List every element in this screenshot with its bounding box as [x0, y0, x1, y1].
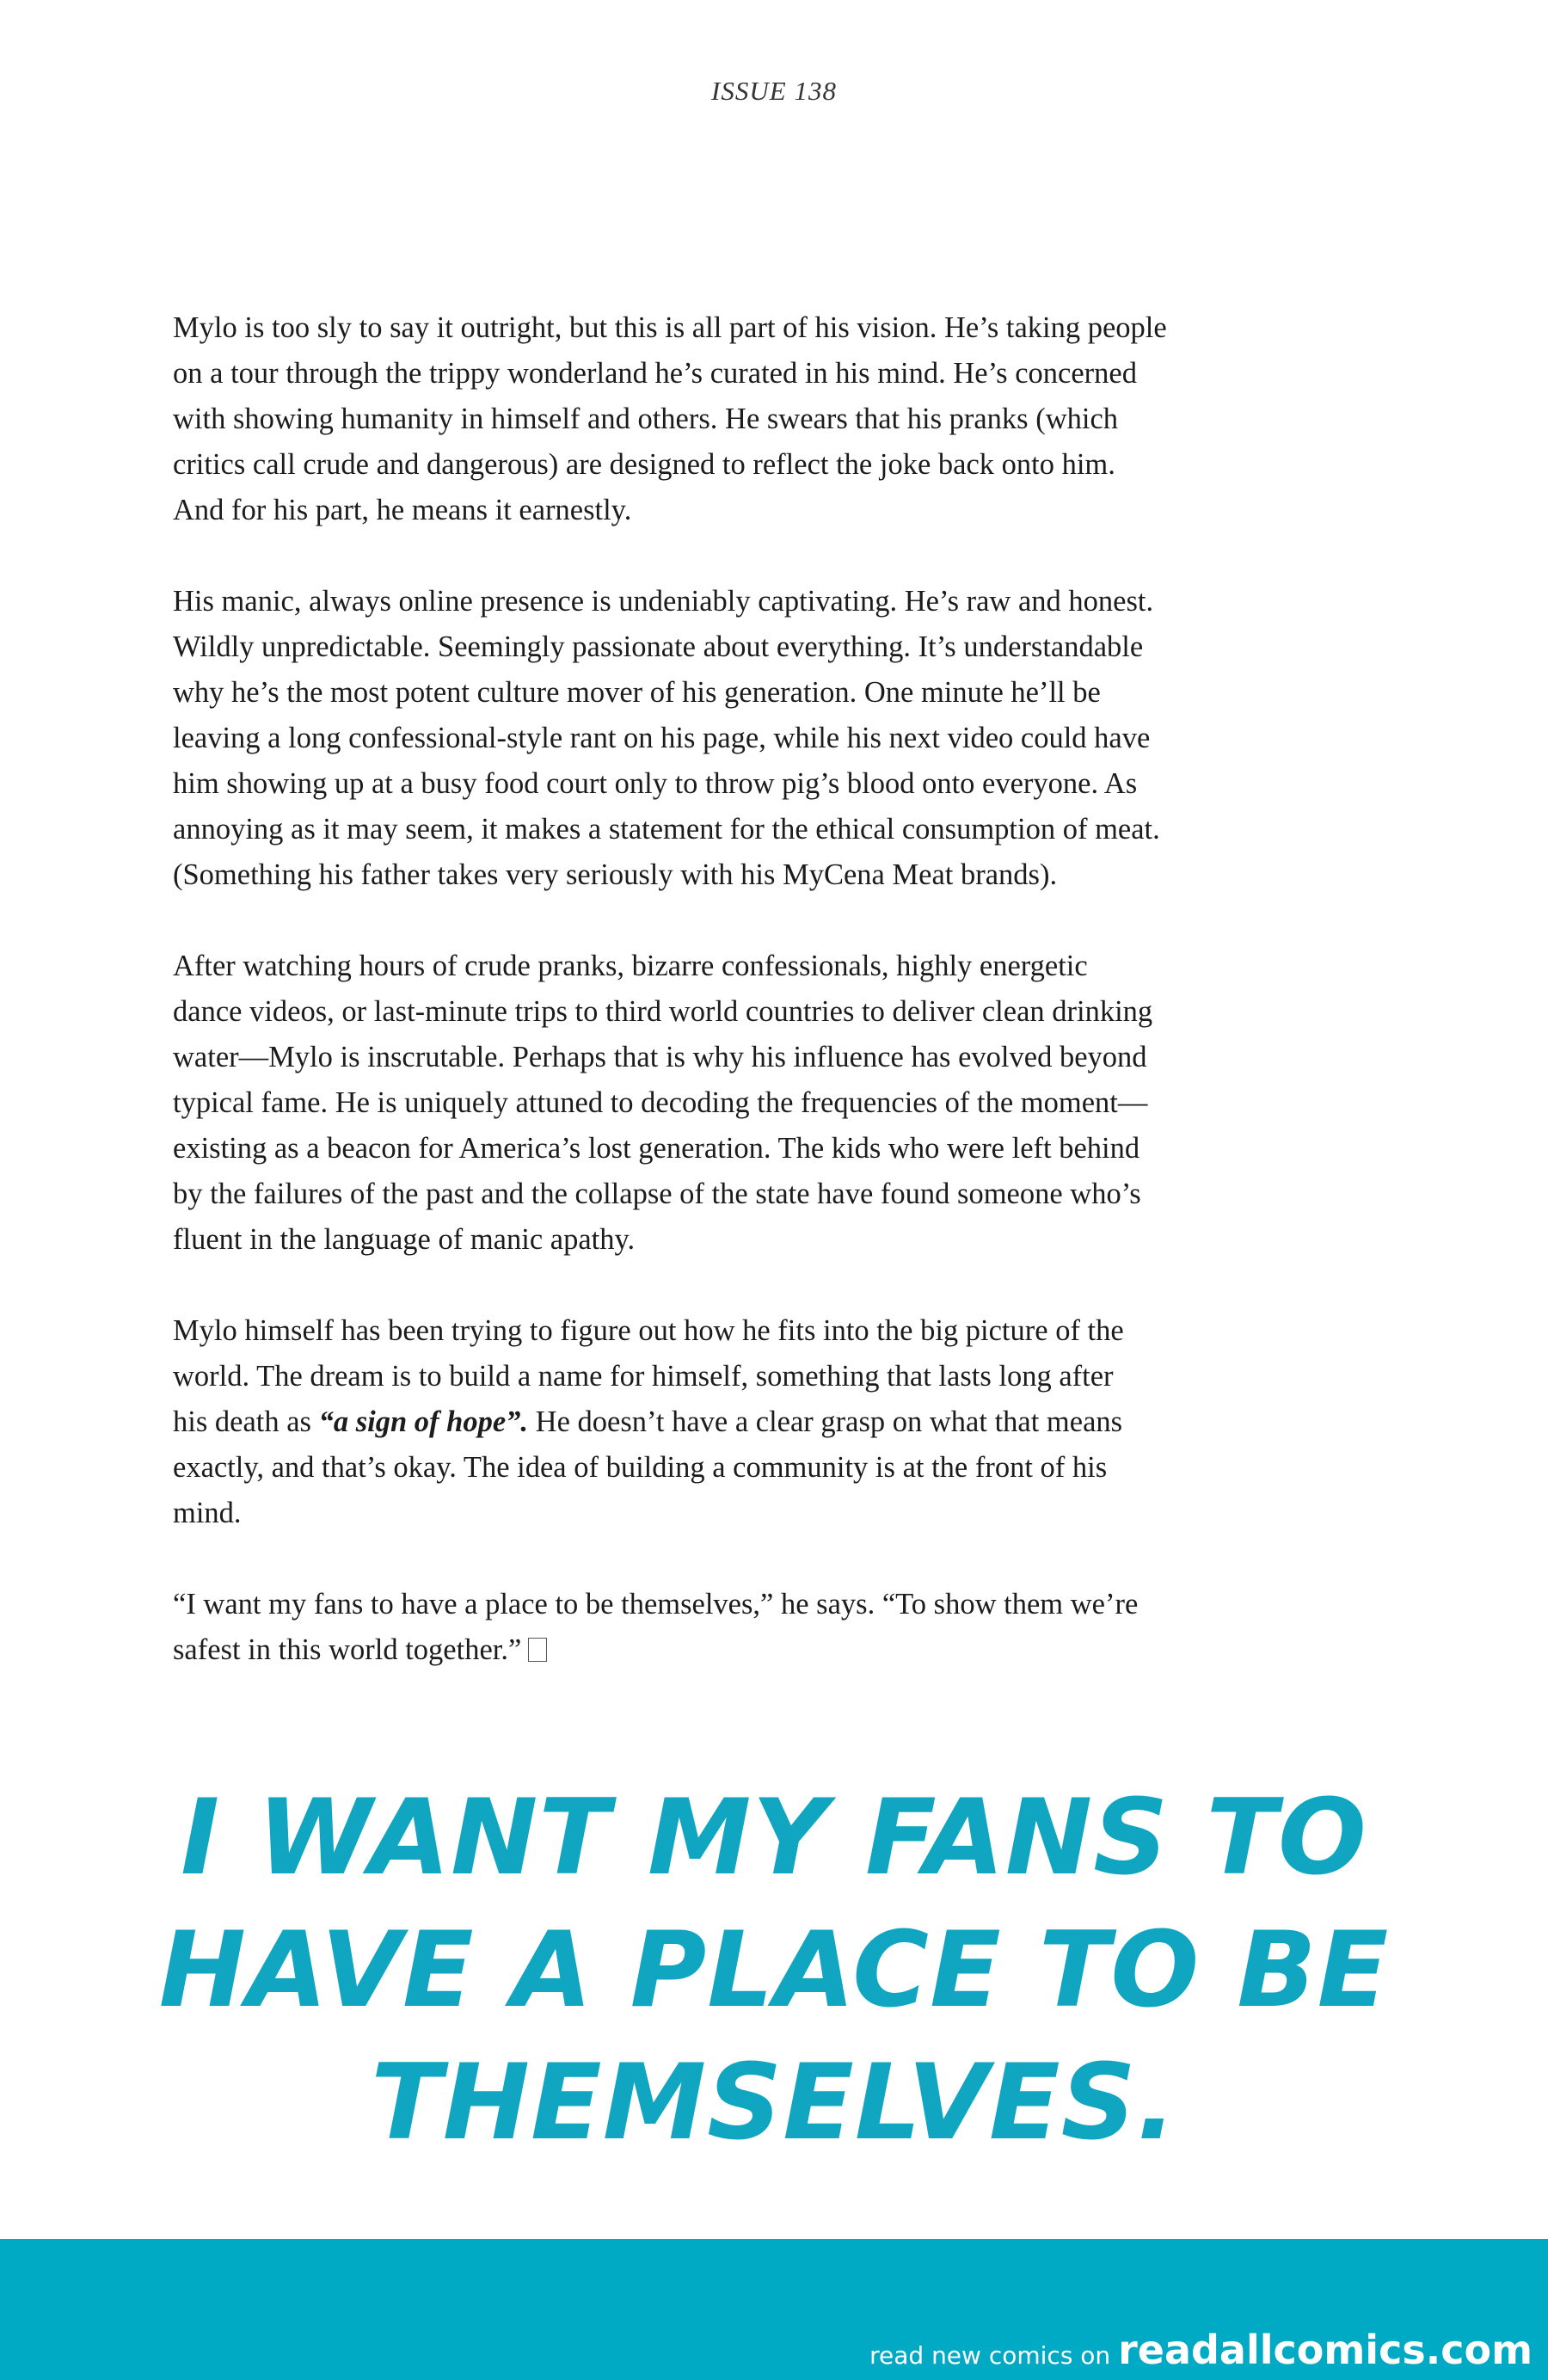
closing-quote-text: “I want my fans to have a place to be themselves,” he says. “To show them we’re safest in this world together.” — [173, 1588, 1139, 1666]
watermark-site-link[interactable]: readallcomics.com — [1118, 2327, 1533, 2373]
end-mark-icon — [528, 1638, 547, 1662]
watermark — [869, 2327, 1533, 2373]
pull-quote-line-1: I WANT MY FANS TO — [181, 1777, 1367, 1898]
paragraph-4-text-start: Mylo himself has been trying to figure out how he fits into the big picture of the world. The dream is to build a name for himself, something that lasts long after his death as — [173, 1314, 1124, 1438]
article-body — [173, 305, 1394, 1673]
paragraph-4-text-end: He doesn’t have a clear grasp on what that means exactly, and that’s okay. The idea of building a community is at the front of his mind. — [173, 1405, 1123, 1529]
footer-band — [0, 2239, 1548, 2380]
sign-of-hope-emphasis: “a sign of hope”. — [318, 1405, 529, 1438]
pull-quote-line-2: HAVE A PLACE TO BE — [158, 1910, 1390, 2031]
issue-header: ISSUE 138 — [711, 76, 837, 106]
article-paragraph-2: His manic, always online presence is undeniably captivating. He’s raw and honest. Wildly unpredictable. Seemingly passionate about everything. It’s understandable why he’s the most potent culture mover of his generation. One minute he’ll be leaving a long confessional-style rant on his page, while his next video could have him showing up at a busy food court only to throw pig’s blood onto everyone. As annoying as it may seem, it makes a statement for the ethical consumption of meat. (Something his father takes very seriously with his MyCena Meat brands). — [173, 585, 1160, 891]
article-paragraph-4 — [173, 1308, 1394, 1536]
article-paragraph-1: Mylo is too sly to say it outright, but this is all part of his vision. He’s taking people on a tour through the trippy wonderland he’s curated in his mind. He’s concerned with showing humanity in himself and others. He swears that his pranks (which critics call crude and dangerous) are designed to reflect the joke back onto him. And for his part, he means it earnestly. — [173, 311, 1167, 526]
pull-quote — [86, 1772, 1462, 2169]
article-paragraph-5 — [173, 1582, 1394, 1673]
watermark-prefix: read new comics on — [869, 2341, 1119, 2370]
article-paragraph-3: After watching hours of crude pranks, bizarre confessionals, highly energetic dance videos, or last-minute trips to third world countries to deliver clean drinking water—Mylo is inscrutable. Perhaps that is why his influence has evolved beyond typical fame. He is uniquely attuned to decoding the frequencies of the moment— existing as a beacon for America’s lost generation. The kids who were left behind by the failures of the past and the collapse of the state have found someone who’s fluent in the language of manic apathy. — [173, 950, 1153, 1256]
pull-quote-line-3: THEMSELVES. — [371, 2042, 1177, 2163]
